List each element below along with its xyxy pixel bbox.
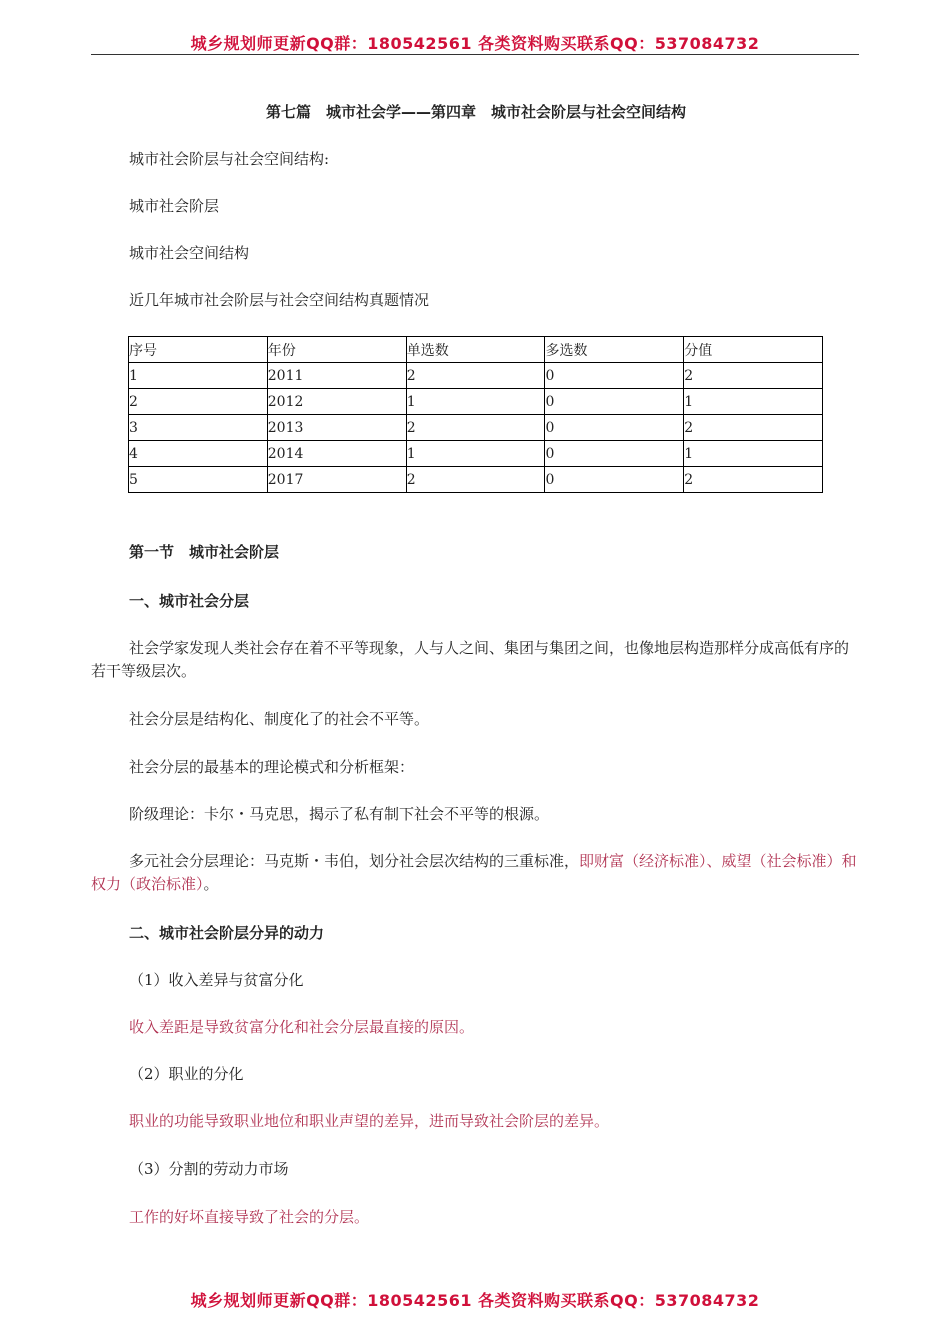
table-cell: 2: [684, 415, 823, 441]
table-row: [129, 467, 823, 493]
table-cell: 3: [129, 415, 268, 441]
table-cell: 2: [406, 467, 545, 493]
highlight-text: 即财富（经济标准）、威望（社会标准）和权力（政治标准）: [91, 852, 857, 893]
header-banner: 城乡规划师更新QQ群：180542561 各类资料购买联系QQ：537084732: [190, 34, 760, 53]
footer-banner: 城乡规划师更新QQ群：180542561 各类资料购买联系QQ：537084732: [190, 1291, 760, 1310]
highlight-paragraph: 工作的好坏直接导致了社会的分层。: [129, 1208, 370, 1226]
paragraph: 社会分层是结构化、制度化了的社会不平等。: [129, 710, 430, 728]
table-cell: 0: [545, 441, 684, 467]
table-row: [129, 415, 823, 441]
paragraph-text: 。: [203, 875, 219, 893]
subsection-title: 二、城市社会阶层分异的动力: [129, 924, 325, 942]
table-cell: 2014: [267, 441, 406, 467]
table-cell: 2017: [267, 467, 406, 493]
list-item: （2）职业的分化: [129, 1065, 244, 1083]
paragraph-text: 多元社会分层理论：马克斯・韦伯，划分社会层次结构的三重标准，: [129, 852, 580, 870]
table-cell: 2011: [267, 363, 406, 389]
table-cell: 4: [129, 441, 268, 467]
table-cell: 2: [684, 363, 823, 389]
table-header-row: [129, 337, 823, 363]
table-header-cell: 多选数: [545, 337, 684, 363]
exam-stats-table: [128, 336, 823, 493]
outline-item: 城市社会阶层与社会空间结构:: [129, 150, 330, 168]
list-item: （1）收入差异与贫富分化: [129, 971, 304, 989]
table-cell: 2: [129, 389, 268, 415]
header-rule: [91, 54, 859, 55]
section-title: 第一节 城市社会阶层: [129, 543, 280, 561]
table-header-cell: 单选数: [406, 337, 545, 363]
paragraph: 社会学家发现人类社会存在着不平等现象，人与人之间、集团与集团之间，也像地层构造那样分成高低有序的若干等级层次。: [91, 639, 850, 680]
table-cell: 1: [406, 389, 545, 415]
paragraph: [91, 850, 861, 896]
table-header-cell: 分值: [684, 337, 823, 363]
table-cell: 2012: [267, 389, 406, 415]
table-row: [129, 441, 823, 467]
chapter-title: 第七篇 城市社会学——第四章 城市社会阶层与社会空间结构: [265, 103, 686, 121]
table-cell: 1: [684, 441, 823, 467]
table-cell: 0: [545, 415, 684, 441]
paragraph: 阶级理论：卡尔・马克思，揭示了私有制下社会不平等的根源。: [129, 805, 550, 823]
outline-item: 近几年城市社会阶层与社会空间结构真题情况: [129, 291, 430, 309]
outline-item: 城市社会空间结构: [129, 244, 250, 262]
table-cell: 5: [129, 467, 268, 493]
paragraph: 社会分层的最基本的理论模式和分析框架：: [129, 758, 415, 776]
table-header-cell: 年份: [267, 337, 406, 363]
table-cell: 1: [129, 363, 268, 389]
subsection-title: 一、城市社会分层: [129, 592, 250, 610]
table-cell: 2: [406, 415, 545, 441]
table-cell: 2: [406, 363, 545, 389]
table-row: [129, 389, 823, 415]
table-cell: 1: [406, 441, 545, 467]
table-cell: 0: [545, 363, 684, 389]
table-cell: 0: [545, 467, 684, 493]
table-cell: 0: [545, 389, 684, 415]
highlight-paragraph: 职业的功能导致职业地位和职业声望的差异，进而导致社会阶层的差异。: [129, 1112, 610, 1130]
table-cell: 2013: [267, 415, 406, 441]
list-item: （3）分割的劳动力市场: [129, 1160, 289, 1178]
table-cell: 1: [684, 389, 823, 415]
outline-item: 城市社会阶层: [129, 197, 220, 215]
table-row: [129, 363, 823, 389]
table-cell: 2: [684, 467, 823, 493]
table-header-cell: 序号: [129, 337, 268, 363]
highlight-paragraph: 收入差距是导致贫富分化和社会分层最直接的原因。: [129, 1018, 475, 1036]
